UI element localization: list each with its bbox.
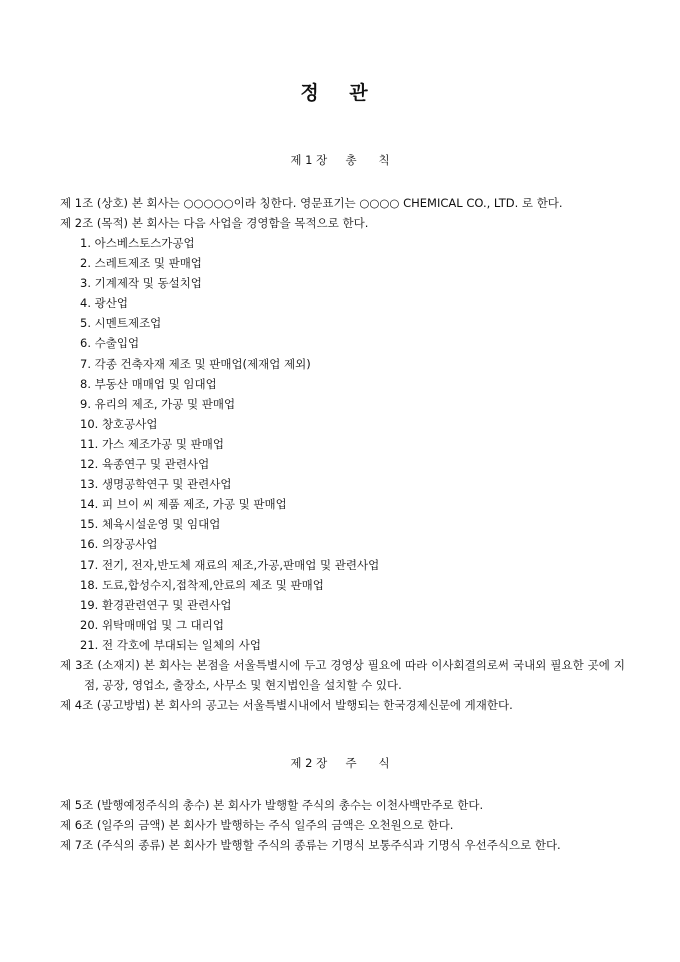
list-item: 16. 의장공사업	[80, 537, 158, 552]
list-item: 21. 전 각호에 부대되는 일체의 사업	[80, 637, 261, 652]
list-item: 9. 유리의 제조, 가공 및 판매업	[80, 396, 236, 411]
chapter-1-heading: 제 1 장 총 칙	[290, 153, 390, 167]
list-item: 13. 생명공학연구 및 관련사업	[80, 477, 232, 492]
article-1: 제 1조 (상호) 본 회사는 ○○○○○이라 칭한다. 영문표기는 ○○○○ CHEMICAL CO., LTD. 로 한다.	[60, 196, 563, 210]
list-item: 19. 환경관련연구 및 관련사업	[80, 597, 232, 612]
list-item: 11. 가스 제조가공 및 판매업	[80, 436, 224, 451]
business-purpose-list	[60, 233, 625, 655]
list-item: 8. 부동산 매매업 및 임대업	[80, 376, 217, 391]
article-4: 제 4조 (공고방법) 본 회사의 공고는 서울특별시내에서 발행되는 한국경제신문에 게재한다.	[60, 697, 513, 712]
list-item: 10. 창호공사업	[80, 416, 158, 431]
chapter-1-articles	[60, 193, 625, 715]
list-item: 18. 도료,합성수지,접착제,안료의 제조 및 판매업	[80, 577, 324, 592]
article-5: 제 5조 (발행예정주식의 총수) 본 회사가 발행할 주식의 총수는 이천사백만주로 한다.	[60, 798, 484, 812]
list-item: 15. 체육시설운영 및 임대업	[80, 517, 221, 532]
list-item: 5. 시멘트제조업	[80, 316, 162, 331]
article-7: 제 7조 (주식의 종류) 본 회사가 발행할 주식의 종류는 기명식 보통주식과 기명식 우선주식으로 한다.	[60, 838, 561, 852]
document-title: 정 관	[300, 82, 380, 104]
list-item: 20. 위탁매매업 및 그 대리업	[80, 617, 224, 632]
list-item: 14. 피 브이 씨 제품 제조, 가공 및 판매업	[80, 497, 287, 512]
article-6: 제 6조 (일주의 금액) 본 회사가 발행하는 주식 일주의 금액은 오천원으로 한다.	[60, 818, 454, 832]
list-item: 1. 아스베스토스가공업	[80, 236, 195, 250]
list-item: 17. 전기, 전자,반도체 재료의 제조,가공,판매업 및 관련사업	[80, 557, 380, 572]
list-item: 7. 각종 건축자재 제조 및 판매업(제재업 제외)	[80, 356, 311, 371]
list-item: 6. 수출입업	[80, 336, 140, 351]
article-2: 제 2조 (목적) 본 회사는 다음 사업을 경영함을 목적으로 한다.	[60, 216, 369, 230]
chapter-2-heading: 제 2 장 주 식	[290, 756, 390, 770]
list-item: 2. 스레트제조 및 판매업	[80, 256, 202, 271]
list-item: 3. 기계제작 및 동설치업	[80, 276, 202, 291]
list-item: 12. 육종연구 및 관련사업	[80, 457, 210, 472]
chapter-2-articles	[60, 795, 625, 855]
list-item: 4. 광산업	[80, 296, 128, 311]
article-3: 제 3조 (소재지) 본 회사는 본점을 서울특별시에 두고 경영상 필요에 따라 이사회결의로써 국내외 필요한 곳에 지점, 공장, 영업소, 출장소, 사무소 및 현지법인을 설치할 수 있다.	[60, 657, 625, 692]
